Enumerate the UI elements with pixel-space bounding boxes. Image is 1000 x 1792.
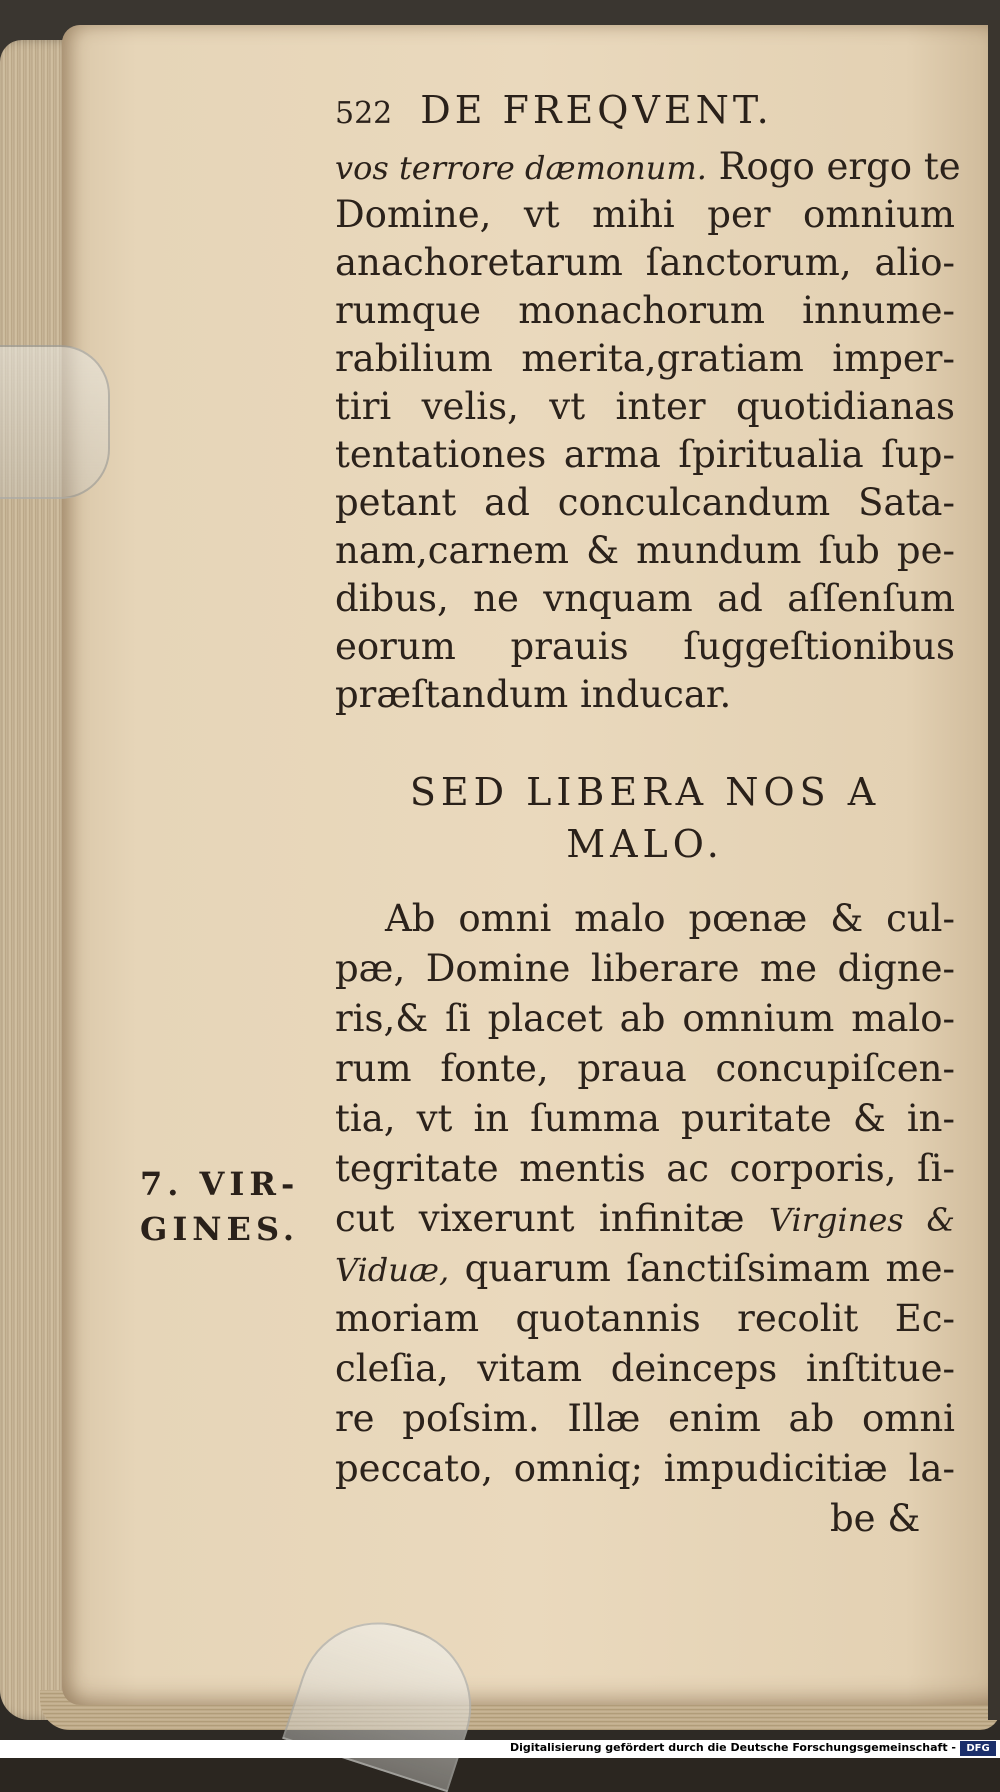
text-line: cut vixerunt infinitæ Virgines &: [335, 1197, 955, 1240]
text-line: re poſsim. Illæ enim ab omni: [335, 1397, 955, 1440]
text-line: nam,carnem & mundum ſub pe-: [335, 529, 955, 572]
margin-note-line1: 7. VIR-: [140, 1165, 300, 1203]
dfg-logo: DFG: [960, 1741, 996, 1756]
text-line: eorum prauis ſuggeſtionibus: [335, 625, 955, 668]
catchword: be &: [830, 1497, 921, 1540]
running-header: [335, 88, 955, 148]
text-line: moriam quotannis recolit Ec-: [335, 1297, 955, 1340]
running-title: DE FREQVENT.: [420, 88, 773, 132]
text-line: Ab omni malo pœnæ & cul-: [385, 897, 955, 940]
text-line: rabilium merita,gratiam imper-: [335, 337, 955, 380]
text-line: ris,& ſi placet ab omnium malo-: [335, 997, 955, 1040]
book-clip-left: [0, 345, 110, 499]
text-line: peccato, omniq; impudicitiæ la-: [335, 1447, 955, 1490]
text-line: Viduæ, quarum ſanctiſsimam me-: [335, 1247, 955, 1290]
margin-note-line2: GINES.: [140, 1210, 300, 1248]
text-line: pæ, Domine liberare me digne-: [335, 947, 955, 990]
digitization-credit: Digitalisierung gefördert durch die Deutsche Forschungsgemeinschaft -: [509, 1741, 956, 1754]
text-line: rumque monachorum innume-: [335, 289, 955, 332]
text-line: vos terrore dæmonum. Rogo ergo te: [335, 145, 961, 188]
text-line: tentationes arma ſpiritualia ſup-: [335, 433, 955, 476]
text-line: tegritate mentis ac corporis, ſi-: [335, 1147, 955, 1190]
text-line: rum fonte, praua concupiſcen-: [335, 1047, 955, 1090]
text-line: anachoretarum ſanctorum, alio-: [335, 241, 955, 284]
page-number: 522: [335, 96, 393, 131]
section-heading-line1: SED LIBERA NOS A: [409, 770, 881, 814]
section-heading-line2: MALO.: [566, 822, 724, 866]
text-line: dibus, ne vnquam ad aſſenſum: [335, 577, 955, 620]
text-line: præſtandum inducar.: [335, 673, 732, 716]
text-line: tia, vt in ſumma puritate & in-: [335, 1097, 955, 1140]
page-right-edge: [988, 20, 1000, 1720]
text-line: cleſia, vitam deinceps inſtitue-: [335, 1347, 955, 1390]
text-line: tiri velis, vt inter quotidianas: [335, 385, 955, 428]
text-line: Domine, vt mihi per omnium: [335, 193, 955, 236]
text-line: petant ad conculcandum Sata-: [335, 481, 955, 524]
